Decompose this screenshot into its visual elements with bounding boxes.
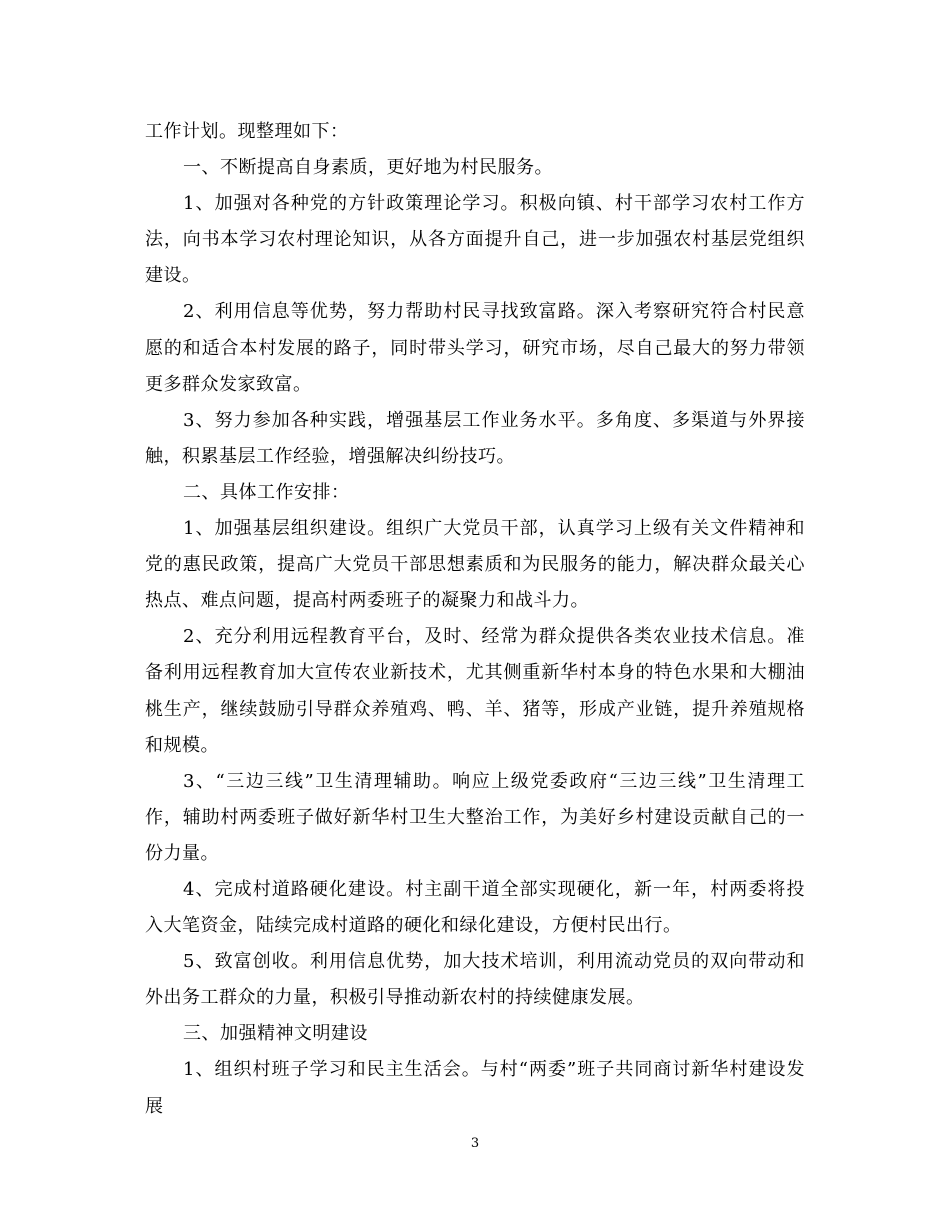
heading-section-1: 一、不断提高自身素质，更好地为村民服务。 [183, 157, 553, 179]
paragraph-1-2: 2、利用信息等优势，努力帮助村民寻找致富路。深入考察研究符合村民意愿的和适合本村发展的路子，同时带头学习，研究市场，尽自己最大的努力带领更多群众发家致富。 [145, 301, 805, 395]
paragraph-1-3: 3、努力参加各种实践，增强基层工作业务水平。多角度、多渠道与外界接触，积累基层工作经验，增强解决纠纷技巧。 [145, 409, 805, 467]
heading-section-2: 二、具体工作安排： [183, 481, 350, 503]
paragraph-3-1: 1、组织村班子学习和民主生活会。与村“两委”班子共同商讨新华村建设发展 [145, 1059, 805, 1117]
document-body [145, 114, 805, 1125]
page-number: 3 [470, 1136, 480, 1151]
heading-section-3: 三、加强精神文明建设 [183, 1023, 368, 1045]
paragraph-2-1: 1、加强基层组织建设。组织广大党员干部，认真学习上级有关文件精神和党的惠民政策，提高广大党员干部思想素质和为民服务的能力，解决群众最关心热点、难点问题，提高村两委班子的凝聚力和战斗力。 [145, 518, 805, 612]
paragraph-2-4: 4、完成村道路硬化建设。村主副干道全部实现硬化，新一年，村两委将投入大笔资金，陆续完成村道路的硬化和绿化建设，方便村民出行。 [145, 878, 805, 937]
paragraph-2-2: 2、充分利用远程教育平台，及时、经常为群众提供各类农业技术信息。准备利用远程教育加大宣传农业新技术，尤其侧重新华村本身的特色水果和大棚油桃生产，继续鼓励引导群众养殖鸡、鸭、羊、猪等，形成产业链，提升养殖规格和规模。 [145, 626, 805, 756]
paragraph-1-1: 1、加强对各种党的方针政策理论学习。积极向镇、村干部学习农村工作方法，向书本学习农村理论知识，从各方面提升自己，进一步加强农村基层党组织建设。 [145, 193, 805, 287]
paragraph-2-3: 3、“三边三线”卫生清理辅助。响应上级党委政府“三边三线”卫生清理工作，辅助村两委班子做好新华村卫生大整治工作，为美好乡村建设贡献自己的一份力量。 [145, 770, 805, 864]
paragraph-intro: 工作计划。现整理如下： [145, 121, 349, 142]
paragraph-2-5: 5、致富创收。利用信息优势，加大技术培训，利用流动党员的双向带动和外出务工群众的力量，积极引导推动新农村的持续健康发展。 [145, 951, 805, 1009]
